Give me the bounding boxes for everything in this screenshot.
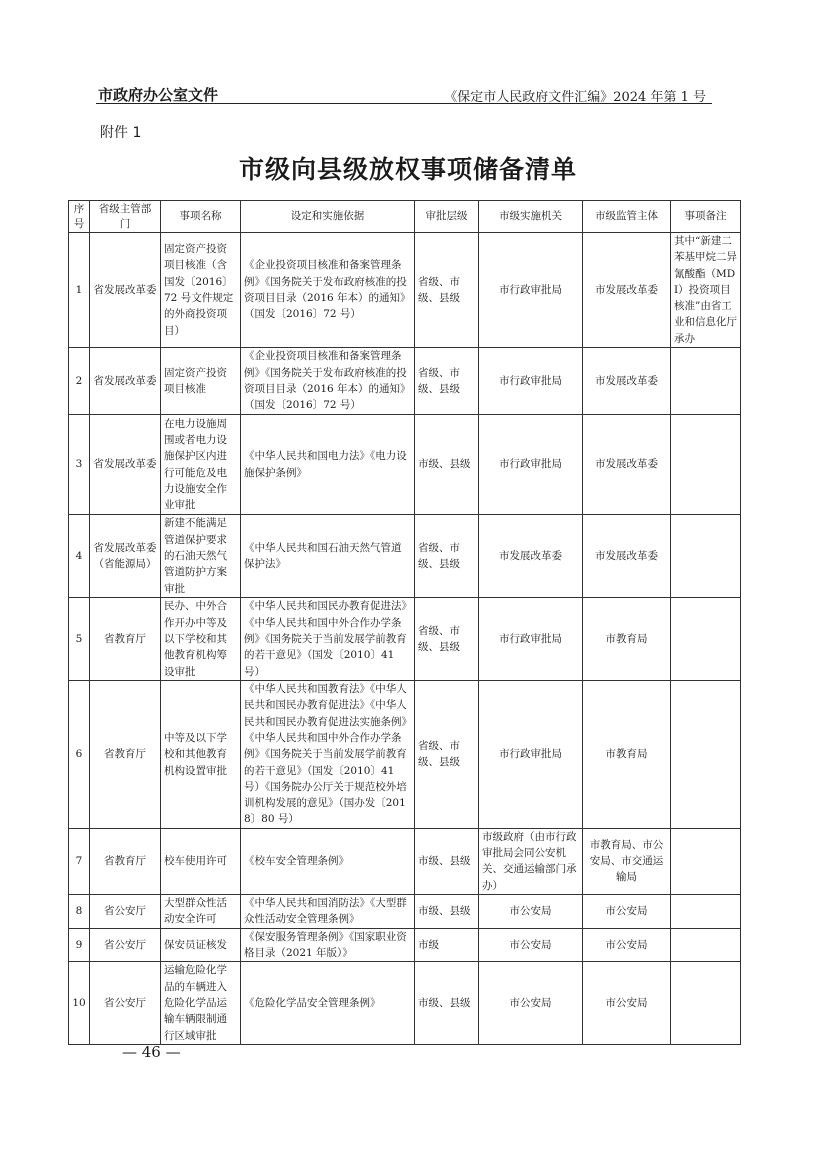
- department: 省公安厅: [90, 894, 161, 928]
- implementing-agency: 市公安局: [479, 894, 583, 928]
- approval-level: 市级、县级: [415, 894, 479, 928]
- supervising-body: 市公安局: [583, 962, 671, 1045]
- item-name: 保安员证核发: [161, 928, 241, 962]
- row-number: 9: [69, 928, 90, 962]
- item-name: 新建不能满足管道保护要求的石油天然气管道防护方案审批: [161, 515, 241, 598]
- supervising-body: 市发展改革委: [583, 348, 671, 415]
- column-header: 序号: [69, 201, 90, 233]
- page-number: — 46 —: [122, 1043, 181, 1061]
- item-name: 中等及以下学校和其他教育机构设置审批: [161, 681, 241, 829]
- item-name: 大型群众性活动安全许可: [161, 894, 241, 928]
- department: 省公安厅: [90, 962, 161, 1045]
- item-note: [671, 598, 741, 681]
- approval-level: 省级、市级、县级: [415, 598, 479, 681]
- row-number: 8: [69, 894, 90, 928]
- supervising-body: 市教育局、市公安局、市交通运输局: [583, 828, 671, 894]
- header-left: 市政府办公室文件: [98, 86, 219, 104]
- item-note: [671, 962, 741, 1045]
- row-number: 6: [69, 681, 90, 829]
- legal-basis: 《校车安全管理条例》: [241, 828, 415, 894]
- legal-basis: 《中华人民共和国教育法》《中华人民共和国民办教育促进法》《中华人民共和国民办教育促进法实施条例》《中华人民共和国中外合作办学条例》《国务院关于当前发展学前教育的若干意见》（国发〔2010〕41 号）《国务院办公厅关于规范校外培训机构发展的意见》（国办发〔2018〕80 号）: [241, 681, 415, 829]
- item-note: [671, 928, 741, 962]
- legal-basis: 《中华人民共和国民办教育促进法》《中华人民共和国中外合作办学条例》《国务院关于当前发展学前教育的若干意见》（国发〔2010〕41 号）: [241, 598, 415, 681]
- implementing-agency: 市行政审批局: [479, 681, 583, 829]
- approval-level: 省级、市级、县级: [415, 348, 479, 415]
- department: 省发展改革委: [90, 415, 161, 515]
- legal-basis: 《保安服务管理条例》《国家职业资格目录（2021 年版）》: [241, 928, 415, 962]
- table-row: [69, 233, 741, 348]
- supervising-body: 市公安局: [583, 894, 671, 928]
- implementing-agency: 市行政审批局: [479, 348, 583, 415]
- row-number: 3: [69, 415, 90, 515]
- document-title: 市级向县级放权事项储备清单: [238, 155, 577, 184]
- department: 省发展改革委: [90, 348, 161, 415]
- table-row: [69, 962, 741, 1045]
- table-row: [69, 928, 741, 962]
- implementing-agency: 市级政府（由市行政审批局会同公安机关、交通运输部门承办）: [479, 828, 583, 894]
- department: 省教育厅: [90, 828, 161, 894]
- table-row: [69, 515, 741, 598]
- item-note: [671, 828, 741, 894]
- approval-level: 市级: [415, 928, 479, 962]
- row-number: 1: [69, 233, 90, 348]
- row-number: 10: [69, 962, 90, 1045]
- implementing-agency: 市发展改革委: [479, 515, 583, 598]
- approval-level: 省级、市级、县级: [415, 233, 479, 348]
- column-header: 事项名称: [161, 201, 241, 233]
- item-note: [671, 681, 741, 829]
- legal-basis: 《危险化学品安全管理条例》: [241, 962, 415, 1045]
- table-header-row: [69, 201, 741, 233]
- implementing-agency: 市行政审批局: [479, 415, 583, 515]
- approval-level: 市级、县级: [415, 828, 479, 894]
- legal-basis: 《企业投资项目核准和备案管理条例》《国务院关于发布政府核准的投资项目目录（2016 年本）的通知》（国发〔2016〕72 号）: [241, 233, 415, 348]
- row-number: 4: [69, 515, 90, 598]
- implementing-agency: 市公安局: [479, 928, 583, 962]
- implementing-agency: 市行政审批局: [479, 233, 583, 348]
- column-header: 市级实施机关: [479, 201, 583, 233]
- legal-basis: 《中华人民共和国石油天然气管道保护法》: [241, 515, 415, 598]
- approval-level: 省级、市级、县级: [415, 515, 479, 598]
- department: 省发展改革委: [90, 233, 161, 348]
- item-name: 民办、中外合作开办中等及以下学校和其他教育机构筹设审批: [161, 598, 241, 681]
- item-name: 在电力设施周围或者电力设施保护区内进行可能危及电力设施安全作业审批: [161, 415, 241, 515]
- supervising-body: 市发展改革委: [583, 415, 671, 515]
- item-note: 其中“新建二苯基甲烷二异氰酸酯（MDI）投资项目核准”由省工业和信息化厅承办: [671, 233, 741, 348]
- department: 省公安厅: [90, 928, 161, 962]
- table-row: [69, 828, 741, 894]
- item-name: 固定资产投资项目核准（含国发〔2016〕72 号文件规定的外商投资项目）: [161, 233, 241, 348]
- approval-level: 市级、县级: [415, 962, 479, 1045]
- row-number: 5: [69, 598, 90, 681]
- item-note: [671, 894, 741, 928]
- column-header: 市级监管主体: [583, 201, 671, 233]
- supervising-body: 市教育局: [583, 598, 671, 681]
- table-row: [69, 681, 741, 829]
- column-header: 省级主管部 门: [90, 201, 161, 233]
- column-header: 事项备注: [671, 201, 741, 233]
- department: 省教育厅: [90, 681, 161, 829]
- supervising-body: 市发展改革委: [583, 233, 671, 348]
- supervising-body: 市公安局: [583, 928, 671, 962]
- attachment-label: 附件 1: [100, 125, 142, 141]
- department: 省教育厅: [90, 598, 161, 681]
- header-right: 《保定市人民政府文件汇编》2024 年第 1 号: [444, 90, 706, 105]
- supervising-body: 市教育局: [583, 681, 671, 829]
- row-number: 7: [69, 828, 90, 894]
- implementing-agency: 市行政审批局: [479, 598, 583, 681]
- item-note: [671, 415, 741, 515]
- item-name: 固定资产投资项目核准: [161, 348, 241, 415]
- column-header: 设定和实施依据: [241, 201, 415, 233]
- legal-basis: 《中华人民共和国消防法》《大型群众性活动安全管理条例》: [241, 894, 415, 928]
- column-header: 审批层级: [415, 201, 479, 233]
- item-note: [671, 515, 741, 598]
- approval-level: 市级、县级: [415, 415, 479, 515]
- row-number: 2: [69, 348, 90, 415]
- implementing-agency: 市公安局: [479, 962, 583, 1045]
- table-row: [69, 415, 741, 515]
- table-row: [69, 598, 741, 681]
- table-row: [69, 348, 741, 415]
- table-row: [69, 894, 741, 928]
- item-name: 运输危险化学品的车辆进入危险化学品运输车辆限制通行区域审批: [161, 962, 241, 1045]
- header-divider: [96, 103, 712, 104]
- items-table: [68, 200, 741, 1045]
- supervising-body: 市发展改革委: [583, 515, 671, 598]
- item-note: [671, 348, 741, 415]
- department: 省发展改革委（省能源局）: [90, 515, 161, 598]
- legal-basis: 《企业投资项目核准和备案管理条例》《国务院关于发布政府核准的投资项目目录（2016 年本）的通知》（国发〔2016〕72 号）: [241, 348, 415, 415]
- legal-basis: 《中华人民共和国电力法》《电力设施保护条例》: [241, 415, 415, 515]
- item-name: 校车使用许可: [161, 828, 241, 894]
- approval-level: 省级、市级、县级: [415, 681, 479, 829]
